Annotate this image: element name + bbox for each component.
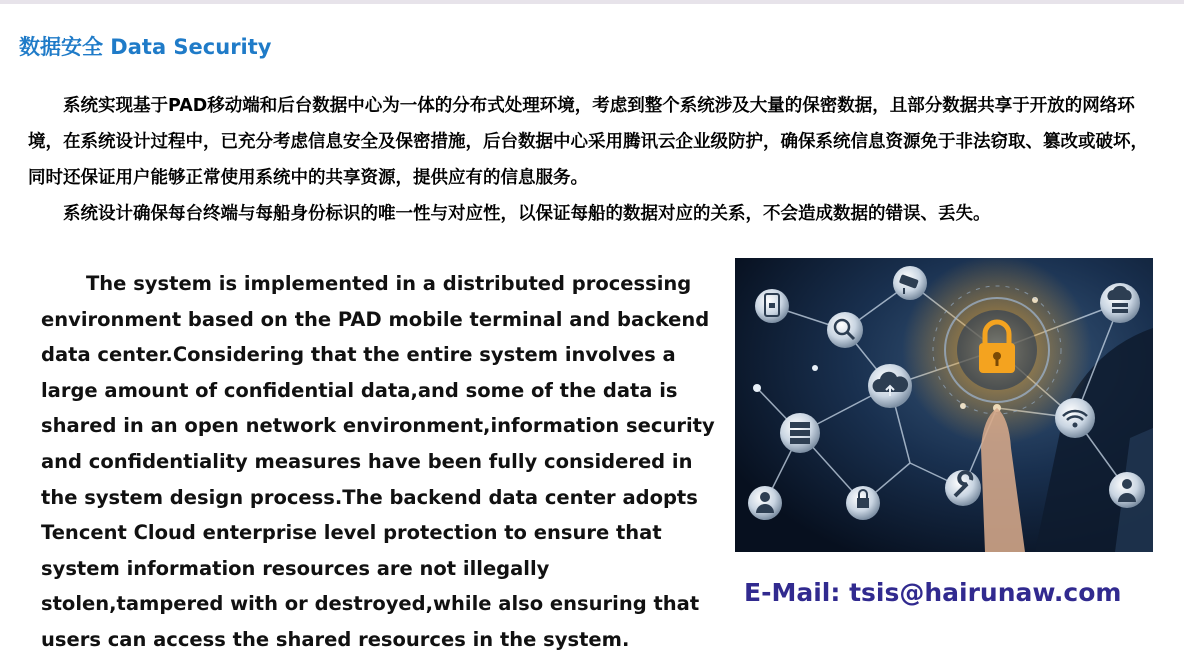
businessman-icon bbox=[1109, 472, 1145, 508]
english-paragraph: The system is implemented in a distributed processing environment based on the PAD mobile terminal and backend data center.Considering that the entire system involves a large amount of confidential data,and some of the data is shared in an open network environment,information security and confidentiality measures have been fully considered in the system design process.The backend data center adopts Tencent Cloud enterprise level protection to ensure that system information resources are not illegally stolen,tampered with or destroyed,while also ensuring that users can access the shared resources in the system. bbox=[41, 272, 715, 651]
cloud-server-icon bbox=[1100, 283, 1140, 323]
wifi-icon bbox=[1055, 398, 1095, 438]
user-icon bbox=[748, 486, 782, 520]
chinese-text-block bbox=[28, 88, 1156, 232]
email-label: E-Mail: bbox=[744, 578, 841, 607]
search-icon bbox=[827, 312, 863, 348]
top-border bbox=[0, 0, 1184, 4]
cloud-upload-icon bbox=[868, 364, 912, 408]
mobile-lock-icon bbox=[755, 289, 789, 323]
wifi-lock-icon bbox=[846, 486, 880, 520]
wrench-icon bbox=[945, 470, 981, 506]
chinese-paragraph: 系统设计确保每台终端与每船身份标识的唯一性与对应性，以保证每船的数据对应的关系，不会造成数据的错误、丢失。 bbox=[63, 204, 991, 224]
section-title: 数据安全 Data Security bbox=[19, 35, 272, 59]
server-icon bbox=[780, 413, 820, 453]
security-network-image bbox=[735, 258, 1153, 552]
english-text-block bbox=[41, 266, 721, 658]
chinese-paragraph: 系统实现基于PAD移动端和后台数据中心为一体的分布式处理环境，考虑到整个系统涉及大量的保密数据，且部分数据共享于开放的网络环境，在系统设计过程中，已充分考虑信息安全及保密措施，后台数据中心采用腾讯云企业级防护，确保系统信息资源免于非法窃取、篡改或破坏，同时还保证用户能够正常使用系统中的共享资源，提供应有的信息服务。 bbox=[28, 96, 1148, 188]
security-network-illustration bbox=[735, 258, 1153, 552]
contact-email bbox=[744, 578, 1121, 607]
security-camera-icon bbox=[893, 266, 927, 300]
email-address[interactable]: tsis@hairunaw.com bbox=[849, 578, 1122, 607]
